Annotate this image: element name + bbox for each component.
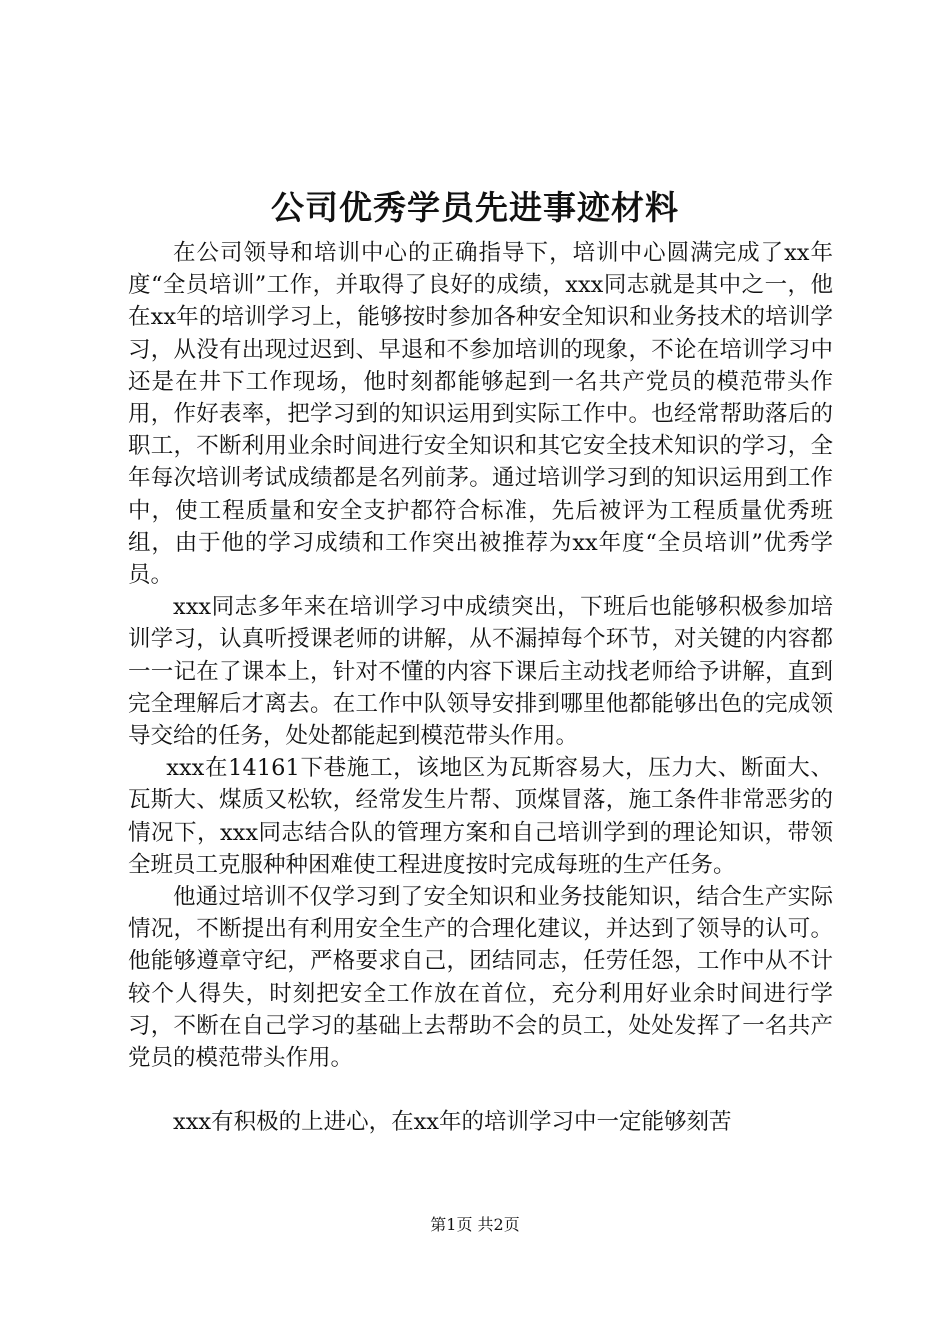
document-body (128, 237, 833, 1138)
paragraph-1: 在公司领导和培训中心的正确指导下，培训中心圆满完成了xx年度“全员培训”工作，并取得了良好的成绩，xxx同志就是其中之一，他在xx年的培训学习上，能够按时参加各种安全知识和业务技术的培训学习，从没有出现过迟到、早退和不参加培训的现象，不论在培训学习中还是在井下工作现场，他时刻都能够起到一名共产党员的模范带头作用，作好表率，把学习到的知识运用到实际工作中。也经常帮助落后的职工，不断利用业余时间进行安全知识和其它安全技术知识的学习，全年每次培训考试成绩都是名列前茅。通过培训学习到的知识运用到工作中，使工程质量和安全支护都符合标准，先后被评为工程质量优秀班组，由于他的学习成绩和工作突出被推荐为xx年度“全员培训”优秀学员。 (128, 240, 833, 589)
paragraph-5: xxx有积极的上进心，在xx年的培训学习中一定能够刻苦 (173, 1109, 732, 1136)
paragraph-3: xxx在14161下巷施工，该地区为瓦斯容易大，压力大、断面大、瓦斯大、煤质又松软，经常发生片帮、顶煤冒落，施工条件非常恶劣的情况下，xxx同志结合队的管理方案和自己培训学到的理论知识，带领全班员工克服种种困难使工程进度按时完成每班的生产任务。 (128, 755, 833, 878)
paragraph-2: xxx同志多年来在培训学习中成绩突出，下班后也能够积极参加培训学习，认真听授课老师的讲解，从不漏掉每个环节，对关键的内容都一一记在了课本上，针对不懂的内容下课后主动找老师给予讲解，直到完全理解后才离去。在工作中队领导安排到哪里他都能够出色的完成领导交给的任务，处处都能起到模范带头作用。 (128, 594, 833, 750)
page-number-footer: 第1页 共2页 (430, 1215, 520, 1234)
paragraph-4: 他通过培训不仅学习到了安全知识和业务技能知识，结合生产实际情况，不断提出有利用安全生产的合理化建议，并达到了领导的认可。他能够遵章守纪，严格要求自己，团结同志，任劳任怨，工作中从不计较个人得失，时刻把安全工作放在首位，充分利用好业余时间进行学习，不断在自己学习的基础上去帮助不会的员工，处处发挥了一名共产党员的模范带头作用。 (128, 884, 833, 1072)
document-title: 公司优秀学员先进事迹材料 (271, 188, 679, 227)
